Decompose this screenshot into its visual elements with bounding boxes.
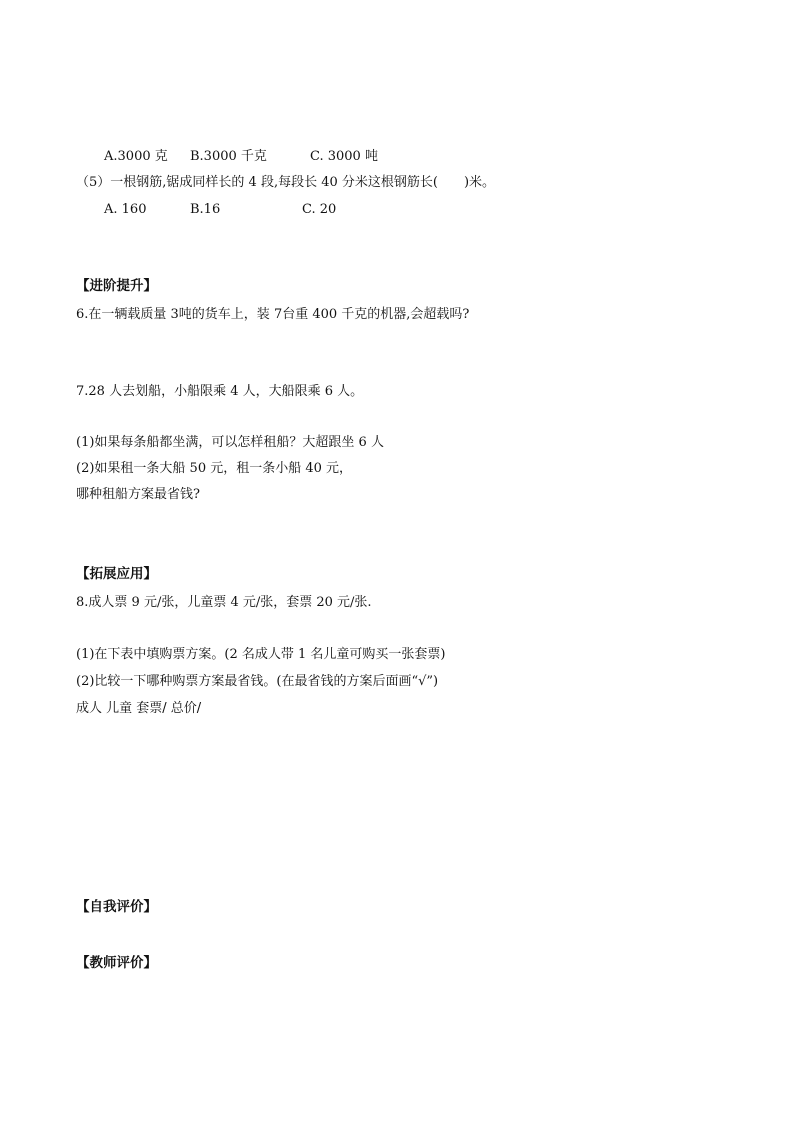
section-heading-self-eval: 【自我评价】 bbox=[76, 899, 157, 915]
question-7-stem: 7.28 人去划船，小船限乘 4 人，大船限乘 6 人。 bbox=[76, 384, 364, 399]
question-8-table-header: 成人 儿童 套票/ 总价/ bbox=[76, 701, 202, 716]
section-heading-extension: 【拓展应用】 bbox=[76, 566, 157, 582]
q5-option-a: A. 160 bbox=[104, 202, 147, 217]
q5-option-c: C. 20 bbox=[302, 202, 337, 217]
section-heading-advanced: 【进阶提升】 bbox=[76, 278, 157, 294]
question-6: 6.在一辆载质量 3吨的货车上，装 7台重 400 千克的机器,会超载吗? bbox=[76, 307, 470, 322]
question-8-part-1: (1)在下表中填购票方案。(2 名成人带 1 名儿童可购买一张套票) bbox=[76, 647, 446, 662]
q4-option-a: A.3000 克 bbox=[104, 149, 168, 164]
q5-stem: （5）一根钢筋,锯成同样长的 4 段,每段长 40 分米这根钢筋长( )米。 bbox=[76, 175, 496, 190]
question-8-stem: 8.成人票 9 元/张，儿童票 4 元/张，套票 20 元/张. bbox=[76, 595, 372, 610]
question-7-part-2: (2)如果租一条大船 50 元，租一条小船 40 元， bbox=[76, 461, 353, 476]
q4-option-b: B.3000 千克 bbox=[190, 149, 267, 164]
section-heading-teacher-eval: 【教师评价】 bbox=[76, 955, 157, 971]
q5-option-b: B.16 bbox=[190, 202, 221, 217]
question-7-part-2-cont: 哪种租船方案最省钱? bbox=[76, 487, 200, 502]
question-8-part-2: (2)比较一下哪种购票方案最省钱。(在最省钱的方案后面画“√”) bbox=[76, 674, 439, 689]
q4-option-c: C. 3000 吨 bbox=[310, 149, 378, 164]
question-7-part-1: (1)如果每条船都坐满，可以怎样租船？大超跟坐 6 人 bbox=[76, 435, 384, 450]
